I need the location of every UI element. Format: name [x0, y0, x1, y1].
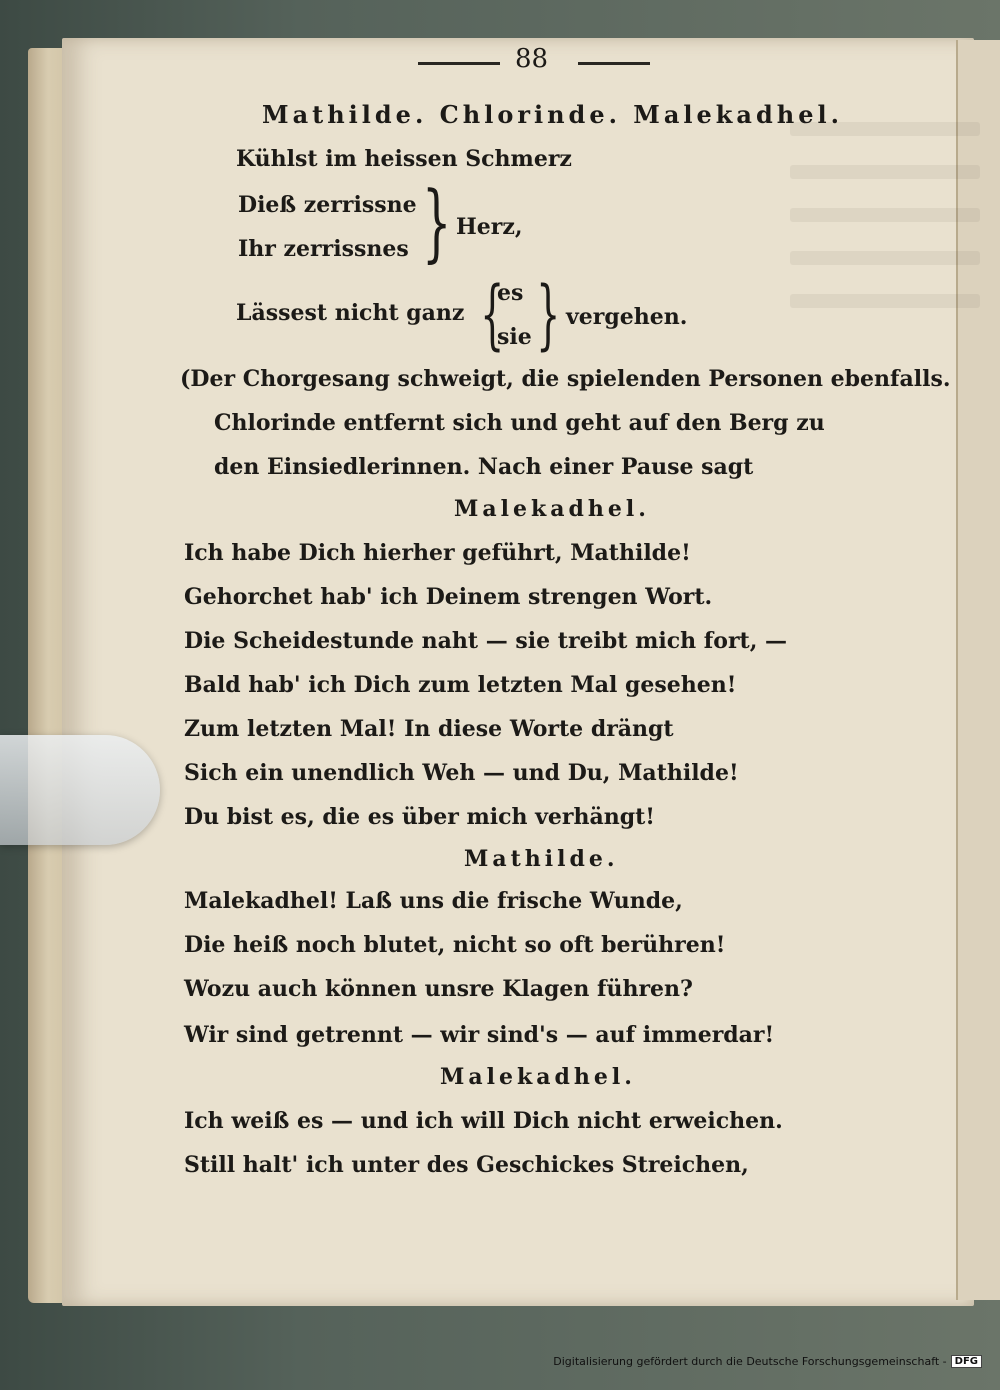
verse-line: Dieß zerrissne [238, 192, 417, 218]
verse-word: es [497, 280, 524, 306]
bleed-through [790, 208, 980, 222]
verse-line: Die Scheidestunde naht — sie treibt mich fort, — [184, 628, 788, 654]
verse-line: Die heiß noch blutet, nicht so oft berühren! [184, 932, 726, 958]
verse-line: Still halt' ich unter des Geschickes Streichen, [184, 1152, 749, 1178]
page-number: 88 [515, 44, 549, 74]
header-rule-left [418, 62, 500, 65]
verse-line: Zum letzten Mal! In diese Worte drängt [184, 716, 674, 742]
bleed-through [790, 165, 980, 179]
verse-line: Gehorchet hab' ich Deinem strengen Wort. [184, 584, 713, 610]
verse-word: sie [497, 324, 532, 350]
scene-heading: Mathilde. Chlorinde. Malekadhel. [262, 100, 843, 129]
verse-line: Kühlst im heissen Schmerz [236, 146, 572, 172]
speaker-name: Malekadhel. [440, 1064, 636, 1090]
brace-left: { [480, 269, 505, 358]
verse-line: Malekadhel! Laß uns die frische Wunde, [184, 888, 683, 914]
verse-line: Ich habe Dich hierher geführt, Mathilde! [184, 540, 691, 566]
verse-line: Wir sind getrennt — wir sind's — auf immerdar! [184, 1022, 775, 1048]
verse-line: Du bist es, die es über mich verhängt! [184, 804, 655, 830]
speaker-name: Mathilde. [464, 846, 619, 872]
brace-right: } [422, 173, 452, 271]
page-clip [0, 735, 160, 845]
credit-text: Digitalisierung gefördert durch die Deutsche Forschungsgemeinschaft - [553, 1355, 947, 1368]
verse-line: Ihr zerrissnes [238, 236, 409, 262]
stage-direction: den Einsiedlerinnen. Nach einer Pause sagt [214, 454, 754, 480]
bleed-through [790, 251, 980, 265]
brace-right: } [536, 269, 561, 358]
verse-line: Ich weiß es — und ich will Dich nicht erweichen. [184, 1108, 783, 1134]
speaker-name: Malekadhel. [454, 496, 650, 522]
footer-credit [553, 1355, 982, 1368]
verse-line: Wozu auch können unsre Klagen führen? [184, 976, 693, 1002]
verse-line: Bald hab' ich Dich zum letzten Mal gesehen! [184, 672, 737, 698]
stage-direction: Chlorinde entfernt sich und geht auf den Berg zu [214, 410, 825, 436]
bleed-through [790, 294, 980, 308]
dfg-logo: DFG [951, 1355, 982, 1368]
facing-page-edge [956, 40, 1000, 1300]
header-rule-right [578, 62, 650, 65]
stage-direction: (Der Chorgesang schweigt, die spielenden Personen ebenfalls. [180, 366, 951, 392]
verse-line: Sich ein unendlich Weh — und Du, Mathilde! [184, 760, 739, 786]
verse-line: Lässest nicht ganz [236, 300, 465, 326]
verse-word: Herz, [456, 214, 523, 240]
verse-word: vergehen. [566, 304, 688, 330]
